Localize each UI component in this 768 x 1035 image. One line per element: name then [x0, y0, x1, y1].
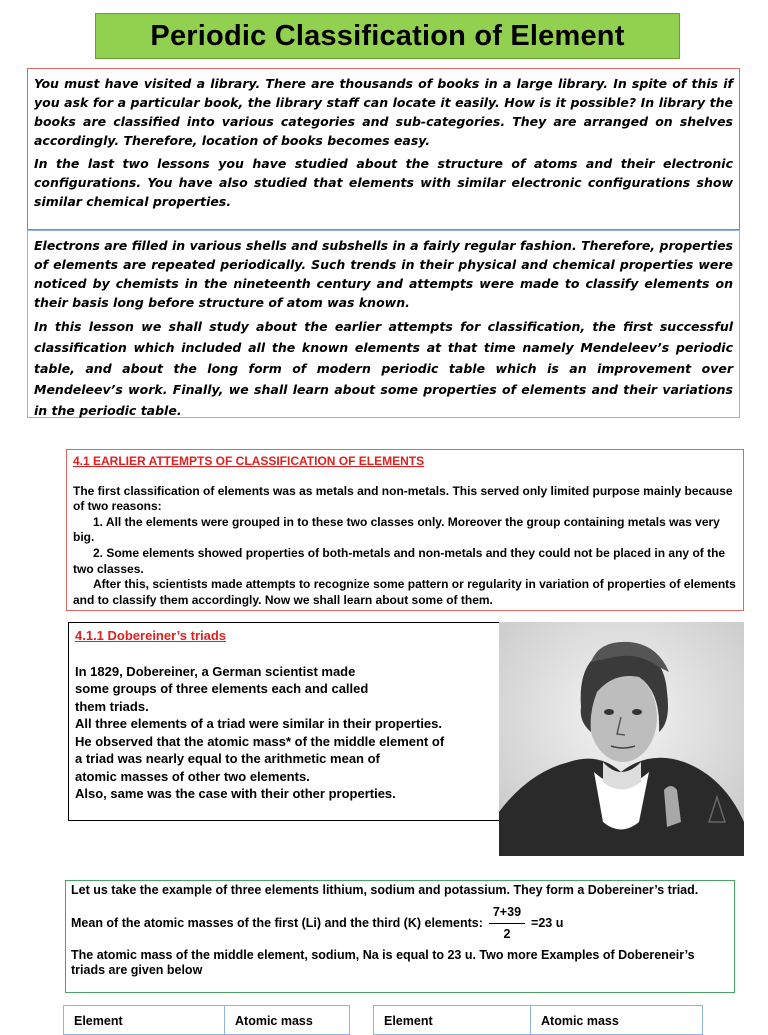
- table-header-atomic-mass: Atomic mass: [235, 1014, 313, 1028]
- intro-paragraph: Electrons are filled in various shells and subshells in a fairly regular fashion. Therefore, properties of elements are repeated periodically. Such trends in their physical and chemical properties were noticed by chemists in the nineteenth century and attempts were made to classify elements on their basis long before structure of atom was known.: [34, 238, 733, 310]
- section-paragraph: The first classification of elements was as metals and non-metals. This served only limited purpose mainly because of two reasons:: [73, 483, 733, 514]
- triad-line: All three elements of a triad were similar in their properties.: [75, 716, 443, 731]
- example-box: [65, 880, 735, 993]
- section-earlier-attempts: [66, 449, 744, 611]
- mean-equation: [71, 898, 729, 948]
- example-paragraph: The atomic mass of the middle element, sodium, Na is equal to 23 u. Two more Examples of Dobereneir’s triads are given below: [71, 948, 695, 977]
- section-dobereiner-triads: [68, 622, 500, 821]
- fraction: [489, 905, 525, 942]
- page-title: Periodic Classification of Element: [150, 19, 625, 52]
- triad-line: a triad was nearly equal to the arithmetic mean of: [75, 751, 380, 766]
- triad-line: Also, same was the case with their other properties.: [75, 786, 396, 801]
- section-point: 1. All the elements were grouped in to these two classes only. Moreover the group containing metals was very big.: [73, 514, 720, 545]
- fraction-numerator: 7+39: [489, 905, 525, 924]
- fraction-denominator: 2: [503, 926, 511, 941]
- table-header-element: Element: [64, 1006, 225, 1034]
- example-intro: Let us take the example of three elements lithium, sodium and potassium. They form a Dobereiner’s triad.: [71, 883, 699, 897]
- section-heading: 4.1.1 Dobereiner’s triads: [75, 628, 227, 643]
- section-point: 2. Some elements showed properties of both-metals and non-metals and they could not be placed in any of the two classes.: [73, 545, 726, 576]
- title-banner: [95, 13, 680, 59]
- triad-table-1: [63, 1005, 350, 1035]
- intro-box-library: [27, 68, 740, 230]
- triad-table-2: [373, 1005, 703, 1035]
- intro-paragraph: In this lesson we shall study about the earlier attempts for classification, the first successful classification which included all the known elements at that time namely Mendeleev’s periodic table, and about the long form of modern periodic table which is an improvement over Mendeleev’s work. Finally, we shall learn about some properties of elements and their variations in the periodic table.: [34, 319, 733, 418]
- triad-line: them triads.: [75, 698, 149, 714]
- triad-line: some groups of three elements each and called: [75, 681, 369, 696]
- mean-text: Mean of the atomic masses of the first (Li) and the third (K) elements:: [71, 915, 483, 930]
- mean-result: =23 u: [531, 915, 564, 930]
- intro-paragraph: You must have visited a library. There are thousands of books in a large library. In spite of this if you ask for a particular book, the library staff can locate it easily. How is it possible? In library the books are classified into various categories and sub-categories. They are arranged on shelves accordingly. Therefore, location of books becomes easy.: [34, 76, 733, 148]
- section-paragraph: After this, scientists made attempts to recognize some pattern or regularity in variation of properties of elements and to classify them accordingly. Now we shall learn about some of them.: [73, 577, 736, 607]
- dobereiner-portrait: [499, 622, 744, 856]
- intro-box-overview: [27, 230, 740, 418]
- intro-paragraph: In the last two lessons you have studied about the structure of atoms and their electronic configurations. You have also studied that elements with similar electronic configurations show similar chemical properties.: [34, 156, 733, 209]
- triad-line: atomic masses of other two elements.: [75, 768, 310, 784]
- triad-line: In 1829, Dobereiner, a German scientist made: [75, 663, 356, 679]
- triad-line: He observed that the atomic mass* of the middle element of: [75, 733, 445, 749]
- section-heading: 4.1 EARLIER ATTEMPTS OF CLASSIFICATION OF ELEMENTS: [73, 454, 425, 468]
- table-header-element: Element: [374, 1006, 531, 1034]
- table-header-atomic-mass: Atomic mass: [541, 1014, 619, 1028]
